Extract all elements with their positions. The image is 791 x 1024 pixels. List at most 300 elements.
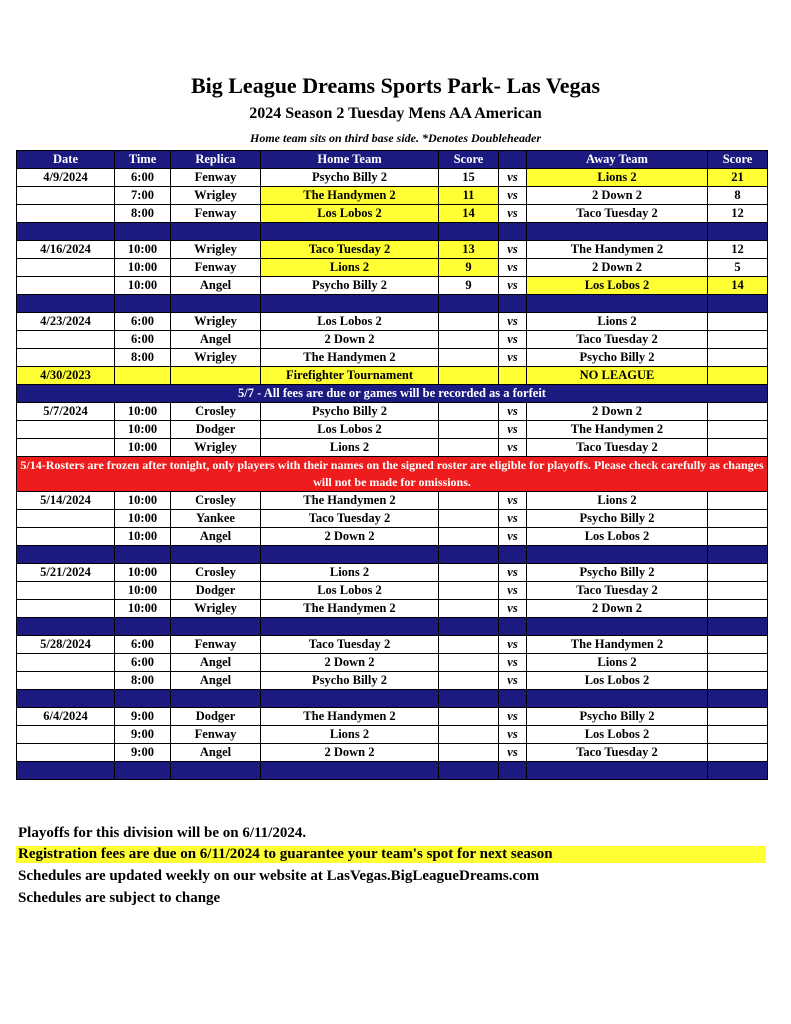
date-cell [17, 654, 115, 672]
home-score-cell [439, 744, 499, 762]
home-team-cell: Lions 2 [261, 439, 439, 457]
roster-freeze-notice-row [17, 457, 768, 492]
away-team-cell: 2 Down 2 [527, 187, 708, 205]
vs-cell [499, 367, 527, 385]
home-score-cell: 15 [439, 169, 499, 187]
away-team-cell: Psycho Billy 2 [527, 708, 708, 726]
away-team-cell: Lions 2 [527, 492, 708, 510]
replica-cell: Angel [171, 654, 261, 672]
replica-cell [171, 367, 261, 385]
game-row [17, 349, 768, 367]
separator-cell [115, 618, 171, 636]
separator-cell [115, 223, 171, 241]
vs-cell: vs [499, 313, 527, 331]
home-score-cell [439, 528, 499, 546]
home-score-cell [439, 726, 499, 744]
replica-cell: Wrigley [171, 349, 261, 367]
home-score-cell [439, 600, 499, 618]
playoffs-note: Playoffs for this division will be on 6/11/2024. [18, 825, 307, 841]
replica-cell: Fenway [171, 259, 261, 277]
time-cell: 6:00 [115, 636, 171, 654]
game-row [17, 439, 768, 457]
replica-cell: Wrigley [171, 313, 261, 331]
home-score-cell [439, 349, 499, 367]
home-team-cell: The Handymen 2 [261, 600, 439, 618]
separator-cell [171, 223, 261, 241]
game-row [17, 744, 768, 762]
game-row [17, 528, 768, 546]
vs-cell: vs [499, 331, 527, 349]
away-team-cell: Taco Tuesday 2 [527, 205, 708, 223]
page-title: Big League Dreams Sports Park- Las Vegas [190, 73, 601, 98]
vs-cell: vs [499, 726, 527, 744]
replica-cell: Crosley [171, 492, 261, 510]
home-team-cell: Psycho Billy 2 [261, 403, 439, 421]
home-score-cell [439, 582, 499, 600]
game-row [17, 169, 768, 187]
away-team-cell: Lions 2 [527, 313, 708, 331]
game-row [17, 331, 768, 349]
tournament-row [17, 367, 768, 385]
time-cell: 8:00 [115, 349, 171, 367]
away-team-cell: Taco Tuesday 2 [527, 582, 708, 600]
date-cell [17, 187, 115, 205]
home-team-cell: Los Lobos 2 [261, 582, 439, 600]
replica-cell: Wrigley [171, 600, 261, 618]
week-separator [17, 618, 768, 636]
date-cell: 5/28/2024 [17, 636, 115, 654]
separator-cell [527, 295, 708, 313]
separator-cell [115, 546, 171, 564]
away-score-cell: 12 [708, 241, 768, 259]
vs-cell: vs [499, 528, 527, 546]
replica-cell: Crosley [171, 564, 261, 582]
tournament-label: Firefighter Tournament [261, 367, 439, 385]
time-cell: 6:00 [115, 313, 171, 331]
away-team-cell: Los Lobos 2 [527, 277, 708, 295]
time-cell: 7:00 [115, 187, 171, 205]
home-team-cell: Taco Tuesday 2 [261, 636, 439, 654]
separator-cell [261, 546, 439, 564]
time-cell: 10:00 [115, 528, 171, 546]
replica-cell: Angel [171, 277, 261, 295]
separator-cell [439, 223, 499, 241]
vs-cell: vs [499, 349, 527, 367]
home-score-cell [439, 439, 499, 457]
replica-cell: Fenway [171, 726, 261, 744]
fees-notice-row [17, 385, 768, 403]
game-row [17, 654, 768, 672]
time-cell: 6:00 [115, 654, 171, 672]
replica-cell: Dodger [171, 582, 261, 600]
game-row [17, 708, 768, 726]
time-cell: 10:00 [115, 403, 171, 421]
separator-cell [17, 762, 115, 780]
home-score-cell [439, 367, 499, 385]
vs-cell: vs [499, 600, 527, 618]
game-row [17, 421, 768, 439]
time-cell: 10:00 [115, 564, 171, 582]
game-row [17, 205, 768, 223]
separator-cell [527, 618, 708, 636]
time-cell [115, 367, 171, 385]
separator-cell [17, 223, 115, 241]
separator-cell [17, 690, 115, 708]
away-score-cell: 8 [708, 187, 768, 205]
home-score-cell: 14 [439, 205, 499, 223]
away-score-cell [708, 528, 768, 546]
date-cell: 6/4/2024 [17, 708, 115, 726]
page-subtitle: 2024 Season 2 Tuesday Mens AA American [249, 105, 542, 122]
time-cell: 10:00 [115, 600, 171, 618]
game-row [17, 564, 768, 582]
away-score-cell: 5 [708, 259, 768, 277]
home-team-cell: Los Lobos 2 [261, 205, 439, 223]
col-away-team: Away Team [527, 151, 708, 169]
vs-cell: vs [499, 636, 527, 654]
away-score-cell [708, 367, 768, 385]
replica-cell: Angel [171, 331, 261, 349]
away-score-cell [708, 403, 768, 421]
game-row [17, 600, 768, 618]
time-cell: 8:00 [115, 672, 171, 690]
separator-cell [439, 690, 499, 708]
subject-to-change-note: Schedules are subject to change [18, 890, 221, 906]
separator-cell [527, 546, 708, 564]
time-cell: 10:00 [115, 421, 171, 439]
replica-cell: Dodger [171, 708, 261, 726]
separator-cell [708, 546, 768, 564]
separator-cell [499, 762, 527, 780]
vs-cell: vs [499, 277, 527, 295]
away-score-cell [708, 492, 768, 510]
separator-cell [499, 690, 527, 708]
away-team-cell: Psycho Billy 2 [527, 564, 708, 582]
home-team-cell: Lions 2 [261, 259, 439, 277]
date-cell [17, 277, 115, 295]
date-cell [17, 331, 115, 349]
time-cell: 8:00 [115, 205, 171, 223]
separator-cell [439, 295, 499, 313]
date-cell [17, 205, 115, 223]
vs-cell: vs [499, 582, 527, 600]
away-team-cell: Taco Tuesday 2 [527, 744, 708, 762]
separator-cell [499, 546, 527, 564]
time-cell: 6:00 [115, 169, 171, 187]
vs-cell: vs [499, 421, 527, 439]
date-cell: 5/21/2024 [17, 564, 115, 582]
away-team-cell: Los Lobos 2 [527, 528, 708, 546]
away-team-cell: Taco Tuesday 2 [527, 439, 708, 457]
away-score-cell: 21 [708, 169, 768, 187]
replica-cell: Fenway [171, 205, 261, 223]
away-score-cell [708, 744, 768, 762]
home-score-cell [439, 654, 499, 672]
separator-cell [708, 690, 768, 708]
vs-cell: vs [499, 744, 527, 762]
home-team-cell: Los Lobos 2 [261, 421, 439, 439]
away-score-cell [708, 654, 768, 672]
replica-cell: Fenway [171, 169, 261, 187]
away-score-cell [708, 564, 768, 582]
game-row [17, 582, 768, 600]
time-cell: 10:00 [115, 277, 171, 295]
away-team-cell: 2 Down 2 [527, 259, 708, 277]
game-row [17, 259, 768, 277]
vs-cell: vs [499, 564, 527, 582]
away-score-cell: 12 [708, 205, 768, 223]
col-home-score: Score [439, 151, 499, 169]
away-score-cell [708, 331, 768, 349]
col-away-score: Score [708, 151, 768, 169]
replica-cell: Dodger [171, 421, 261, 439]
away-score-cell [708, 313, 768, 331]
separator-cell [171, 762, 261, 780]
roster-freeze-notice: 5/14-Rosters are frozen after tonight, only players with their names on the signed roster are eligible for playoffs. Please check carefully as changes will not be made for omissions. [17, 457, 768, 492]
away-score-cell [708, 600, 768, 618]
date-cell [17, 582, 115, 600]
home-score-cell [439, 331, 499, 349]
home-team-cell: The Handymen 2 [261, 492, 439, 510]
home-team-cell: The Handymen 2 [261, 349, 439, 367]
time-cell: 10:00 [115, 510, 171, 528]
home-score-cell: 11 [439, 187, 499, 205]
vs-cell: vs [499, 672, 527, 690]
home-score-cell: 9 [439, 259, 499, 277]
home-team-cell: 2 Down 2 [261, 528, 439, 546]
separator-cell [17, 618, 115, 636]
registration-note: Registration fees are due on 6/11/2024 to guarantee your team's spot for next season [16, 846, 766, 863]
home-score-cell [439, 708, 499, 726]
week-separator [17, 546, 768, 564]
home-team-cell: Lions 2 [261, 564, 439, 582]
fees-notice: 5/7 - All fees are due or games will be recorded as a forfeit [17, 385, 768, 403]
replica-cell: Angel [171, 528, 261, 546]
separator-cell [261, 618, 439, 636]
separator-cell [527, 223, 708, 241]
time-cell: 9:00 [115, 726, 171, 744]
date-cell: 5/7/2024 [17, 403, 115, 421]
time-cell: 9:00 [115, 744, 171, 762]
replica-cell: Angel [171, 744, 261, 762]
away-team-cell: The Handymen 2 [527, 421, 708, 439]
home-team-cell: Psycho Billy 2 [261, 672, 439, 690]
home-team-cell: Psycho Billy 2 [261, 169, 439, 187]
date-cell [17, 672, 115, 690]
away-team-cell: Los Lobos 2 [527, 726, 708, 744]
away-score-cell [708, 439, 768, 457]
vs-cell: vs [499, 241, 527, 259]
separator-cell [17, 546, 115, 564]
game-row [17, 187, 768, 205]
vs-cell: vs [499, 205, 527, 223]
away-team-cell: Psycho Billy 2 [527, 349, 708, 367]
vs-cell: vs [499, 654, 527, 672]
date-cell [17, 528, 115, 546]
separator-cell [708, 762, 768, 780]
vs-cell: vs [499, 708, 527, 726]
away-team-cell: 2 Down 2 [527, 403, 708, 421]
replica-cell: Wrigley [171, 241, 261, 259]
date-cell: 5/14/2024 [17, 492, 115, 510]
separator-cell [708, 295, 768, 313]
col-home-team: Home Team [261, 151, 439, 169]
away-score-cell [708, 349, 768, 367]
away-team-cell: Los Lobos 2 [527, 672, 708, 690]
away-score-cell [708, 421, 768, 439]
separator-cell [708, 618, 768, 636]
game-row [17, 313, 768, 331]
home-team-cell: Los Lobos 2 [261, 313, 439, 331]
week-separator [17, 223, 768, 241]
separator-cell [171, 690, 261, 708]
game-row [17, 726, 768, 744]
time-cell: 10:00 [115, 492, 171, 510]
date-cell [17, 349, 115, 367]
game-row [17, 403, 768, 421]
away-score-cell [708, 708, 768, 726]
date-cell [17, 421, 115, 439]
home-team-cell: 2 Down 2 [261, 331, 439, 349]
home-team-note: Home team sits on third base side. *Denotes Doubleheader [250, 131, 541, 145]
replica-cell: Angel [171, 672, 261, 690]
date-cell [17, 439, 115, 457]
game-row [17, 636, 768, 654]
home-score-cell [439, 672, 499, 690]
separator-cell [261, 223, 439, 241]
separator-cell [708, 223, 768, 241]
separator-cell [171, 546, 261, 564]
website-note: Schedules are updated weekly on our website at LasVegas.BigLeagueDreams.com [18, 868, 540, 884]
home-score-cell [439, 564, 499, 582]
away-team-cell: The Handymen 2 [527, 241, 708, 259]
home-team-cell: The Handymen 2 [261, 708, 439, 726]
vs-cell: vs [499, 169, 527, 187]
col-date: Date [17, 151, 115, 169]
away-score-cell [708, 726, 768, 744]
away-team-cell: Psycho Billy 2 [527, 510, 708, 528]
home-score-cell [439, 492, 499, 510]
time-cell: 10:00 [115, 439, 171, 457]
away-score-cell [708, 636, 768, 654]
date-cell [17, 744, 115, 762]
away-score-cell: 14 [708, 277, 768, 295]
vs-cell: vs [499, 492, 527, 510]
game-row [17, 241, 768, 259]
away-team-cell: Lions 2 [527, 654, 708, 672]
home-score-cell [439, 403, 499, 421]
home-team-cell: Taco Tuesday 2 [261, 241, 439, 259]
date-cell [17, 600, 115, 618]
vs-cell: vs [499, 187, 527, 205]
col-replica: Replica [171, 151, 261, 169]
separator-cell [115, 295, 171, 313]
time-cell: 10:00 [115, 259, 171, 277]
date-cell [17, 259, 115, 277]
separator-cell [171, 618, 261, 636]
game-row [17, 510, 768, 528]
away-team-cell: Taco Tuesday 2 [527, 331, 708, 349]
time-cell: 10:00 [115, 582, 171, 600]
separator-cell [499, 295, 527, 313]
separator-cell [527, 690, 708, 708]
separator-cell [17, 295, 115, 313]
away-team-cell: 2 Down 2 [527, 600, 708, 618]
home-score-cell: 9 [439, 277, 499, 295]
separator-cell [115, 762, 171, 780]
vs-cell: vs [499, 259, 527, 277]
replica-cell: Wrigley [171, 187, 261, 205]
away-score-cell [708, 582, 768, 600]
week-separator [17, 295, 768, 313]
time-cell: 9:00 [115, 708, 171, 726]
home-score-cell [439, 421, 499, 439]
game-row [17, 277, 768, 295]
col-vs [499, 151, 527, 169]
separator-cell [261, 295, 439, 313]
schedule-table [16, 150, 768, 780]
away-team-cell: The Handymen 2 [527, 636, 708, 654]
separator-cell [115, 690, 171, 708]
home-team-cell: The Handymen 2 [261, 187, 439, 205]
separator-cell [527, 762, 708, 780]
vs-cell: vs [499, 403, 527, 421]
date-cell: 4/16/2024 [17, 241, 115, 259]
replica-cell: Yankee [171, 510, 261, 528]
home-score-cell [439, 510, 499, 528]
date-cell [17, 510, 115, 528]
week-separator [17, 690, 768, 708]
date-cell: 4/9/2024 [17, 169, 115, 187]
away-team-cell: Lions 2 [527, 169, 708, 187]
home-score-cell [439, 313, 499, 331]
home-team-cell: Lions 2 [261, 726, 439, 744]
header-row [17, 151, 768, 169]
replica-cell: Crosley [171, 403, 261, 421]
week-separator [17, 762, 768, 780]
game-row [17, 672, 768, 690]
home-team-cell: Psycho Billy 2 [261, 277, 439, 295]
game-row [17, 492, 768, 510]
separator-cell [261, 762, 439, 780]
away-score-cell [708, 672, 768, 690]
home-team-cell: Taco Tuesday 2 [261, 510, 439, 528]
home-team-cell: 2 Down 2 [261, 654, 439, 672]
col-time: Time [115, 151, 171, 169]
vs-cell: vs [499, 439, 527, 457]
time-cell: 10:00 [115, 241, 171, 259]
home-score-cell [439, 636, 499, 654]
vs-cell: vs [499, 510, 527, 528]
no-league-label: NO LEAGUE [527, 367, 708, 385]
date-cell: 4/23/2024 [17, 313, 115, 331]
replica-cell: Fenway [171, 636, 261, 654]
date-cell: 4/30/2023 [17, 367, 115, 385]
date-cell [17, 726, 115, 744]
home-team-cell: 2 Down 2 [261, 744, 439, 762]
separator-cell [171, 295, 261, 313]
replica-cell: Wrigley [171, 439, 261, 457]
separator-cell [499, 618, 527, 636]
separator-cell [261, 690, 439, 708]
separator-cell [439, 546, 499, 564]
separator-cell [439, 618, 499, 636]
away-score-cell [708, 510, 768, 528]
schedule-body [17, 169, 768, 780]
separator-cell [499, 223, 527, 241]
separator-cell [439, 762, 499, 780]
time-cell: 6:00 [115, 331, 171, 349]
